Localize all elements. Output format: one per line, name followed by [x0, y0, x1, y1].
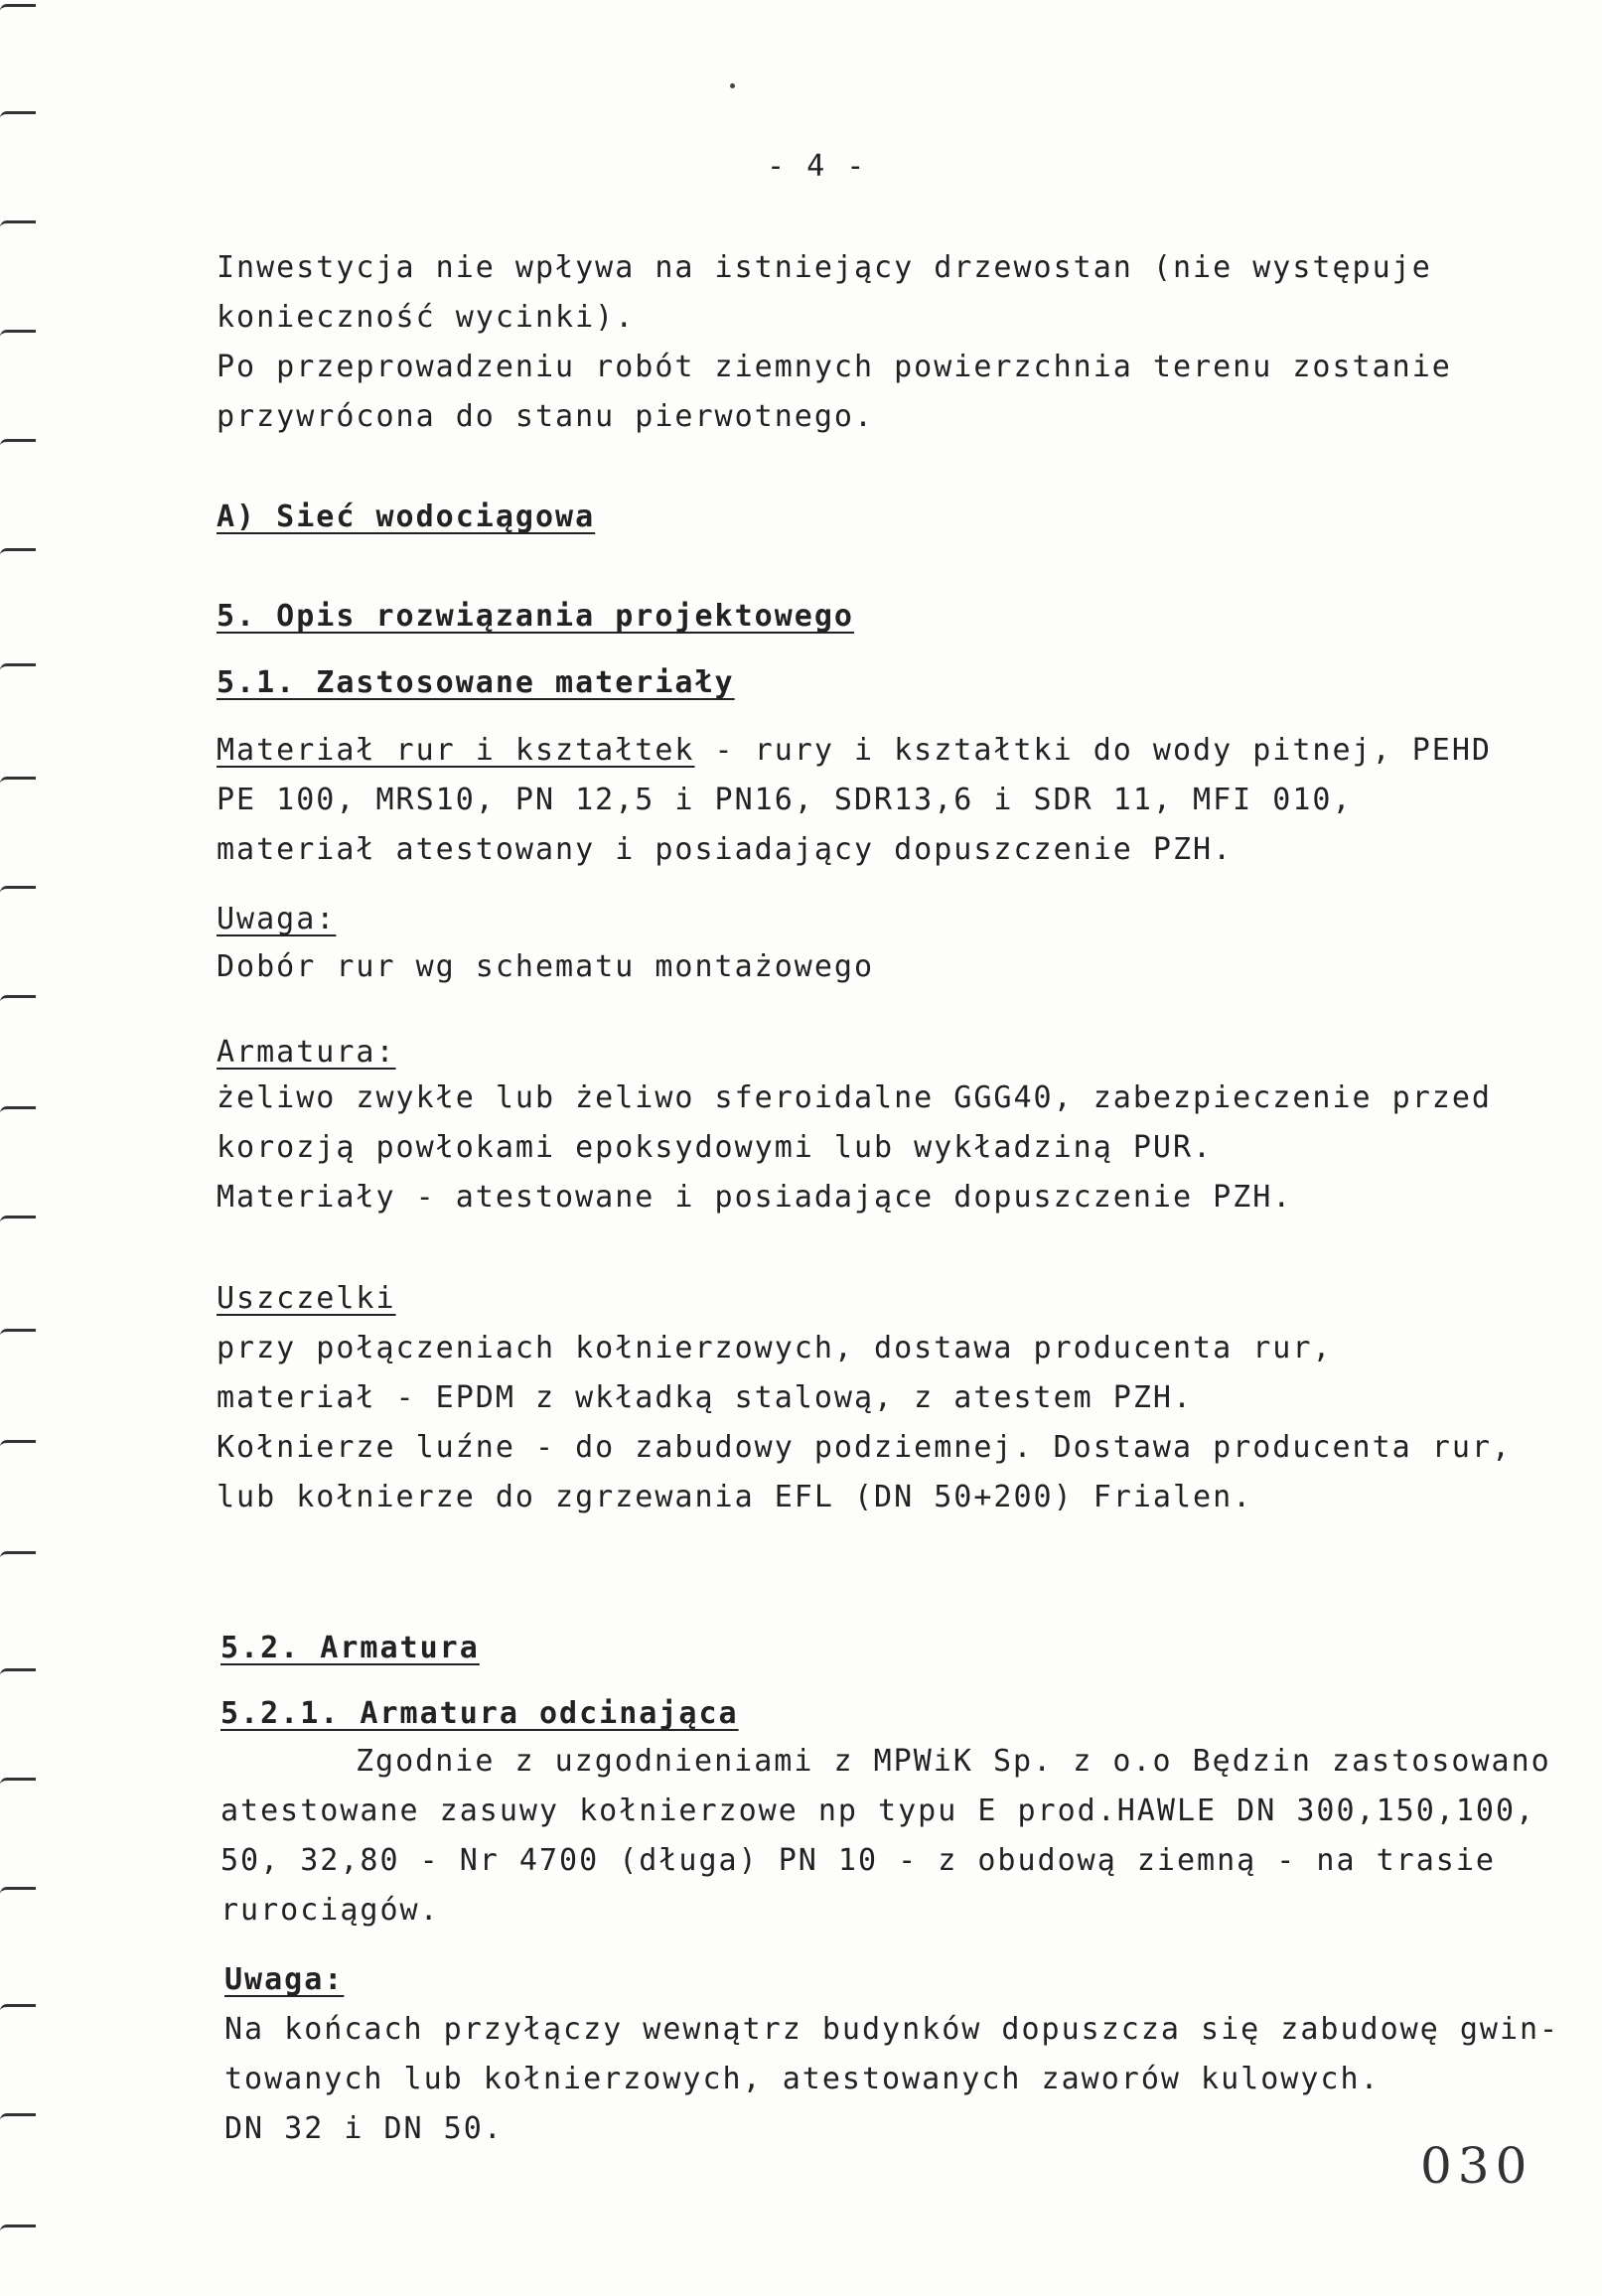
- margin-mark: [0, 2113, 36, 2120]
- text-line: konieczność wycinki).: [217, 300, 636, 335]
- margin-mark: [0, 330, 36, 337]
- margin-mark: [0, 2004, 36, 2011]
- margin-mark: [0, 111, 36, 118]
- text-line: Inwestycja nie wpływa na istniejący drzewostan (nie występuje: [217, 250, 1432, 285]
- text-line: żeliwo zwykłe lub żeliwo sferoidalne GGG40, zabezpieczenie przed: [217, 1080, 1492, 1115]
- page-stamp: 030: [1420, 2137, 1533, 2195]
- text-line: atestowane zasuwy kołnierzowe np typu E prod.HAWLE DN 300,150,100,: [220, 1794, 1536, 1828]
- margin-mark: [0, 995, 36, 1002]
- subsection-heading: 5.2.1. Armatura odcinająca: [220, 1696, 739, 1731]
- text-line: przy połączeniach kołnierzowych, dostawa producenta rur,: [217, 1331, 1333, 1365]
- text-line: Dobór rur wg schematu montażowego: [217, 949, 875, 984]
- text-line: 50, 32,80 - Nr 4700 (długa) PN 10 - z obudową ziemną - na trasie: [220, 1843, 1496, 1878]
- text-line: korozją powłokami epoksydowymi lub wykładziną PUR.: [217, 1130, 1214, 1165]
- text-line: [217, 733, 1492, 768]
- subsection-heading: 5.2. Armatura: [220, 1631, 480, 1665]
- materials-text: - rury i kształtki do wody pitnej, PEHD: [694, 733, 1492, 768]
- margin-mark: [0, 439, 36, 446]
- text-line: materiał atestowany i posiadający dopuszczenie PZH.: [217, 832, 1234, 867]
- margin-mark: [0, 1778, 36, 1785]
- margin-mark: [0, 1668, 36, 1675]
- section-heading: 5. Opis rozwiązania projektowego: [217, 599, 854, 634]
- margin-mark: [0, 1887, 36, 1894]
- text-line: lub kołnierze do zgrzewania EFL (DN 50+200) Frialen.: [217, 1480, 1253, 1514]
- text-line: towanych lub kołnierzowych, atestowanych zaworów kulowych.: [224, 2062, 1381, 2096]
- scan-speck: [730, 83, 735, 88]
- text-line: PE 100, MRS10, PN 12,5 i PN16, SDR13,6 i SDR 11, MFI 010,: [217, 783, 1353, 817]
- text-line: materiał - EPDM z wkładką stalową, z atestem PZH.: [217, 1380, 1194, 1415]
- margin-mark: [0, 1551, 36, 1558]
- text-line: rurociągów.: [220, 1893, 440, 1928]
- note-label: Uwaga:: [224, 1962, 345, 1997]
- page-number: - 4 -: [767, 149, 867, 184]
- margin-mark: [0, 2224, 36, 2231]
- margin-mark: [0, 220, 36, 227]
- label-seals: Uszczelki: [217, 1281, 396, 1316]
- margin-mark: [0, 1440, 36, 1447]
- text-line: Na końcach przyłączy wewnątrz budynków dopuszcza się zabudowę gwin-: [224, 2012, 1560, 2047]
- text-line: Kołnierze luźne - do zabudowy podziemnej. Dostawa producenta rur,: [217, 1430, 1512, 1465]
- text-line: Po przeprowadzeniu robót ziemnych powierzchnia terenu zostanie: [217, 350, 1452, 384]
- text-line: przywrócona do stanu pierwotnego.: [217, 399, 875, 434]
- text-line: Zgodnie z uzgodnieniami z MPWiK Sp. z o.o Będzin zastosowano: [356, 1744, 1551, 1779]
- margin-mark: [0, 548, 36, 555]
- label-fittings: Armatura:: [217, 1035, 396, 1070]
- margin-mark: [0, 777, 36, 784]
- margin-mark: [0, 1106, 36, 1113]
- text-line: DN 32 i DN 50.: [224, 2111, 504, 2146]
- margin-mark: [0, 663, 36, 670]
- note-label: Uwaga:: [217, 902, 337, 936]
- margin-mark: [0, 1329, 36, 1336]
- text-line: Materiały - atestowane i posiadające dopuszczenie PZH.: [217, 1180, 1293, 1215]
- label-materials: Materiał rur i kształtek: [217, 733, 695, 768]
- section-heading: A) Sieć wodociągowa: [217, 500, 596, 534]
- subsection-heading: 5.1. Zastosowane materiały: [217, 665, 735, 700]
- margin-mark: [0, 4, 36, 11]
- margin-mark: [0, 886, 36, 893]
- margin-mark: [0, 1216, 36, 1222]
